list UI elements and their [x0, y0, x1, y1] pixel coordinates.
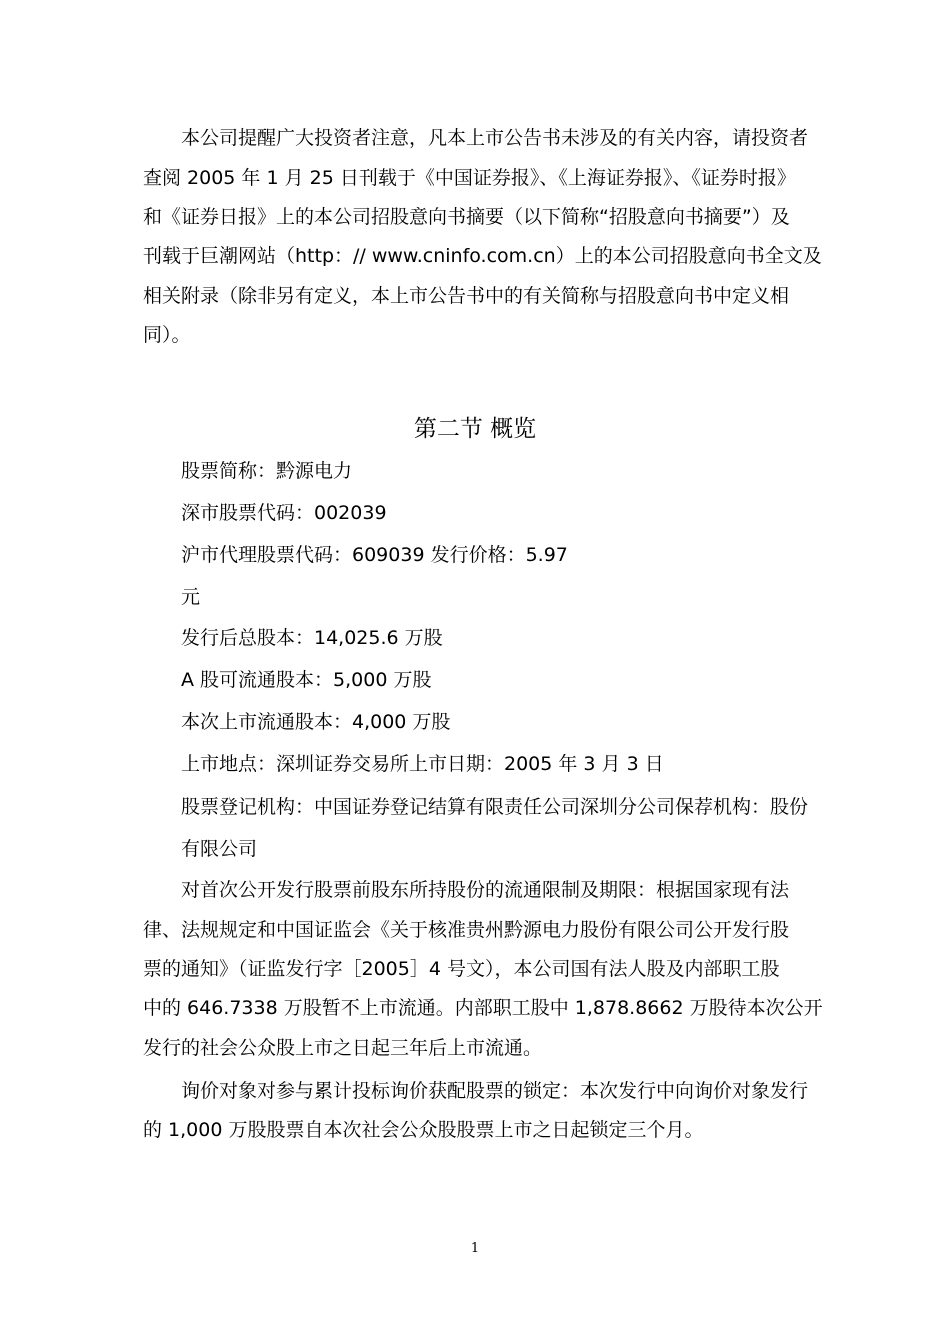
intro-line-5: 相关附录（除非另有定义，本上市公告书中的有关简称与招股意向书中定义相 [143, 285, 790, 307]
overview-listing-place-date: 上市地点：深圳证券交易所上市日期：2005 年 3 月 3 日 [181, 753, 664, 775]
page-number: 1 [470, 1241, 480, 1256]
intro-line-6: 同）。 [143, 324, 191, 346]
lockup-line-1: 对首次公开发行股票前股东所持股份的流通限制及期限：根据国家现有法 [181, 879, 790, 901]
overview-stock-abbr: 股票简称：黔源电力 [181, 460, 353, 482]
overview-price-unit: 元 [181, 586, 201, 608]
overview-total-shares: 发行后总股本：14,025.6 万股 [181, 627, 443, 649]
intro-line-3: 和《证券日报》上的本公司招股意向书摘要（以下简称“招股意向书摘要”）及 [143, 206, 790, 228]
intro-line-4: 刊载于巨潮网站（http：// www.cninfo.com.cn）上的本公司招股意向书全文及 [143, 245, 822, 267]
intro-line-1: 本公司提醒广大投资者注意，凡本上市公告书未涉及的有关内容，请投资者 [181, 127, 809, 149]
intro-line-2: 查阅 2005 年 1 月 25 日刊载于《中国证券报》、《上海证券报》、《证券时报》 [143, 167, 796, 189]
section-title: 第二节 概览 [413, 416, 537, 442]
overview-a-shares: A 股可流通股本：5,000 万股 [181, 669, 432, 691]
inquiry-line-1: 询价对象对参与累计投标询价获配股票的锁定：本次发行中向询价对象发行 [181, 1080, 809, 1102]
inquiry-line-2: 的 1,000 万股股票自本次社会公众股股票上市之日起锁定三个月。 [143, 1119, 704, 1141]
lockup-line-4: 中的 646.7338 万股暂不上市流通。内部职工股中 1,878.8662 万股待本次公开 [143, 997, 823, 1019]
overview-sz-code: 深市股票代码：002039 [181, 502, 387, 524]
lockup-line-3: 票的通知》（证监发行字［2005］4 号文），本公司国有法人股及内部职工股 [143, 958, 780, 980]
overview-listed-shares: 本次上市流通股本：4,000 万股 [181, 711, 451, 733]
lockup-line-5: 发行的社会公众股上市之日起三年后上市流通。 [143, 1037, 543, 1059]
overview-sh-code-price: 沪市代理股票代码：609039 发行价格：5.97 [181, 544, 568, 566]
lockup-line-2: 律、法规规定和中国证监会《关于核准贵州黔源电力股份有限公司公开发行股 [143, 919, 790, 941]
overview-registrar-cont: 有限公司 [181, 838, 258, 860]
overview-registrar: 股票登记机构：中国证券登记结算有限责任公司深圳分公司保荐机构：股份 [181, 796, 809, 818]
